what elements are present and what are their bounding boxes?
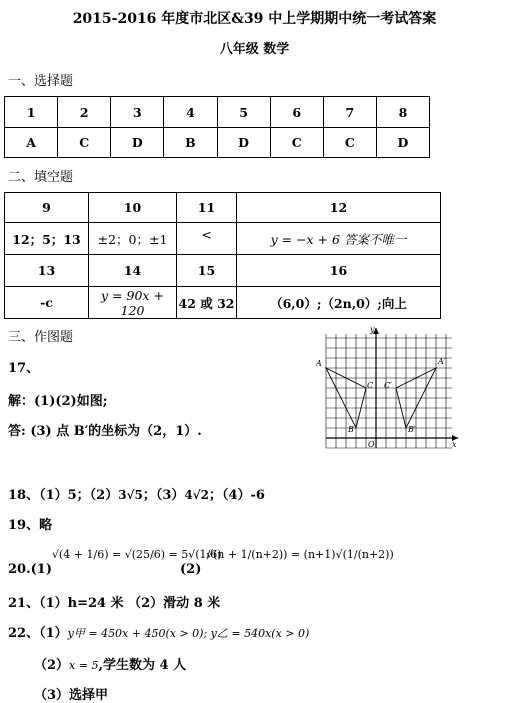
choice-number: 1 [5,97,58,128]
q18-part2: ；（3） [142,488,185,503]
fill-number: 9 [5,193,89,223]
point-label-c-prime: C′ [384,381,392,390]
choice-number: 5 [217,97,270,128]
choice-number: 8 [376,97,429,128]
q19-line: 19、略 [8,518,53,533]
q18-part1: （1）5；（2） [39,488,119,503]
point-label-a-prime: A′ [438,357,446,366]
fill-answer: -c [5,287,89,319]
choice-number: 4 [164,97,217,128]
choice-answer: D [111,128,164,158]
q17-answer-label: 答: [8,424,26,439]
q18-radical1: 3√5 [118,488,143,502]
page-title: 2015-2016 年度市北区&39 中上学期期中统一考试答案 [72,11,437,27]
q20-label2: (2) [180,562,202,577]
q17-solution: 解：(1)(2)如图; [8,394,108,409]
fill-number: 12 [237,193,441,223]
q20-part2: √(n + 1/(n+2)) = (n+1)√(1/(n+2)) [206,548,394,561]
q21-line: 21、（1）h=24 米 （2）滑动 8 米 [8,596,221,611]
q17-answer: (3) 点 B′的坐标为（2，1）. [30,424,202,439]
fill-number: 16 [237,255,441,287]
q18-radical2: 4√2 [184,488,209,502]
fill-number: 11 [177,193,237,223]
choice-answer: B [164,128,217,158]
q22-label: 22、（1） [8,626,68,641]
fill-answer: y = 90x + 120 [89,287,177,319]
choice-answer: C [323,128,376,158]
grid-lines [326,334,452,448]
fill-answer: 12；5；13 [5,223,89,255]
q22-part2-text: ,学生数为 4 人 [98,658,187,673]
section1-heading: 一、选择题 [8,74,74,89]
choice-number: 7 [323,97,376,128]
q18-prefix: 18、 [8,488,40,503]
point-label-a: A [316,359,322,368]
fill-answer: y = −x + 6 答案不唯一 [237,223,441,255]
point-label-c: C [367,381,374,390]
fill-answer: 42 或 32 [177,287,237,319]
q22-line2 [34,654,186,673]
q20-label: 20.(1) [8,562,52,577]
q22-part1: y甲 = 450x + 450(x > 0); y乙 = 540x(x > 0) [67,627,310,640]
choice-answer: A [5,128,58,158]
fill-number: 10 [89,193,177,223]
choice-answer: D [376,128,429,158]
choice-answer: D [217,128,270,158]
y-axis-label: y [370,326,375,334]
fill-number: 14 [89,255,177,287]
coordinate-figure [312,326,462,450]
fill-answer: ±2；0；±1 [89,223,177,255]
x-axis-label: x [452,440,457,449]
q17-answer-line [8,420,202,439]
point-label-b-prime: B′ [408,425,416,434]
fill-number: 15 [177,255,237,287]
q20-part1: √(4 + 1/6) = √(25/6) = 5√(1/6) [52,548,222,561]
fill-answer: < [177,223,237,255]
choice-answer: C [58,128,111,158]
choice-answer: C [270,128,323,158]
choice-number: 6 [270,97,323,128]
q17-number: 17、 [8,361,40,376]
choice-table [4,96,430,158]
q22-part2-label: （2） [34,658,70,673]
q18-line [8,484,265,503]
q22-line1 [8,622,309,641]
fill-answer: （6,0）;（2n,0）;向上 [237,287,441,319]
point-label-b: B [348,425,354,434]
q22-line3: （3）选择甲 [34,688,109,703]
section2-heading: 二、填空题 [8,170,74,185]
choice-number: 3 [111,97,164,128]
origin-label: O [368,440,375,449]
q22-part2-math: x = 5 [69,659,99,672]
fill-table [4,192,441,319]
section3-heading: 三、作图题 [8,330,74,345]
q18-part3: ；（4）-6 [208,488,265,503]
fill-number: 13 [5,255,89,287]
choice-number: 2 [58,97,111,128]
page-subtitle: 八年级 数学 [219,42,290,57]
